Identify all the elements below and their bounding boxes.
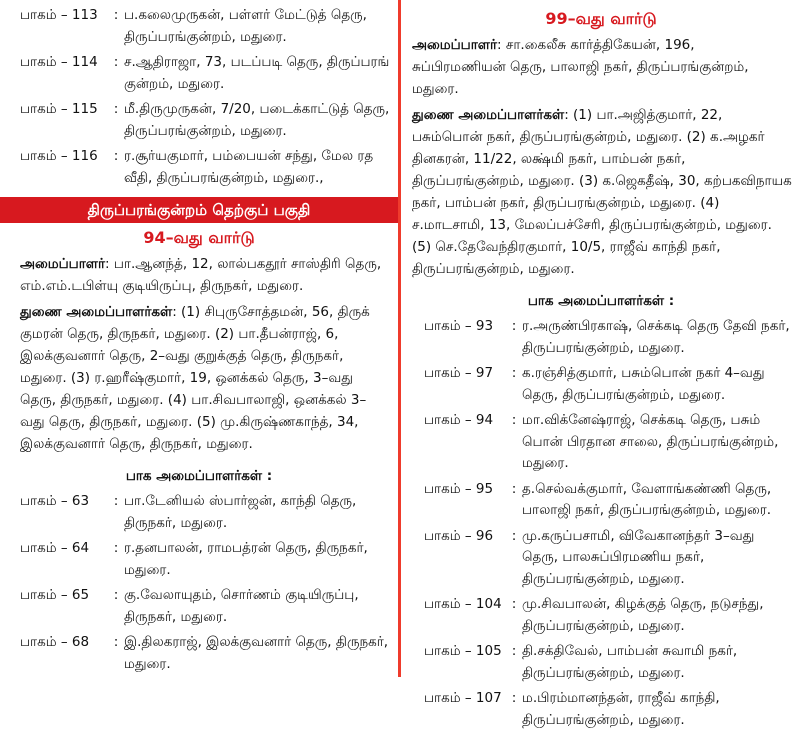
booth-label: பாகம் – 104 — [424, 596, 502, 612]
booth-label: பாகம் – 97 — [424, 365, 494, 381]
ward-title: 99–வது வார்டு — [545, 9, 657, 28]
booth-text: மு.கருப்பசாமி, விவேகானந்தர் 3–வது தெரு, பாலசுப்பிரமணிய நகர், திருப்பரங்குன்றம், மதுரை. — [522, 527, 755, 587]
booth-text: ர.சூர்யகுமார், பம்பையன் சந்து, மேல ரத வீதி, திருப்பரங்குன்றம், மதுரை., — [124, 148, 374, 186]
booth-row: பாகம் – 63 : பா.டேனியல் ஸ்பார்ஜன், காந்தி தெரு, திருநகர், மதுரை. — [0, 491, 398, 534]
section-banner: திருப்பரங்குன்றம் தெற்குப் பகுதி — [0, 197, 398, 223]
booth-row: பாகம் – 105 : தி.சக்திவேல், பாம்பன் சுவாமி நகர், திருப்பரங்குன்றம், மதுரை. — [402, 641, 800, 684]
booth-row: பாகம் – 116 : ர.சூர்யகுமார், பம்பையன் சந்து, மேல ரத வீதி, திருப்பரங்குன்றம், மதுரை., — [0, 146, 398, 189]
booth-label: பாகம் – 94 — [424, 412, 494, 428]
booth-row: பாகம் – 97 : க.ரஞ்சித்குமார், பசும்பொன் நகர் 4–வது தெரு, திருப்பரங்குன்றம், மதுரை. — [402, 363, 800, 406]
organizer-label: அமைப்பாளர் — [412, 37, 498, 53]
booth-row: பாகம் – 64 : ர.தனபாலன், ராமபத்ரன் தெரு, திருநகர், மதுரை. — [0, 538, 398, 581]
booth-label: பாகம் – 65 — [20, 587, 90, 603]
booth-row: பாகம் – 115 : மீ.திருமுருகன், 7/20, படைக்காட்டுத் தெரு, திருப்பரங்குன்றம், மதுரை. — [0, 99, 398, 142]
booth-label: பாகம் – 115 — [20, 101, 98, 117]
booth-label: பாகம் – 95 — [424, 480, 494, 497]
booth-text: மீ.திருமுருகன், 7/20, படைக்காட்டுத் தெரு, திருப்பரங்குன்றம், மதுரை. — [124, 101, 390, 139]
booth-row: பாகம் – 94 : மா.விக்னேஷ்ராஜ், செக்கடி தெரு, பசும் பொன் பிரதான சாலை, திருப்பரங்குன்றம், மதுரை. — [402, 410, 800, 475]
booth-row: பாகம் – 113 : ப.கலைமுருகன், பள்ளர் மேட்டுத் தெரு, திருப்பரங்குன்றம், மதுரை. — [0, 5, 398, 48]
deputy-label: துணை அமைப்பாளர்கள் — [412, 107, 565, 123]
booth-label: பாகம் – 116 — [20, 148, 98, 164]
deputy-text: : (1) சிபுருசோத்தமன், 56, திருக் குமரன் தெரு, திருநகர், மதுரை. (2) பா.தீபன்ராஜ், 6, இலக்குவனார் தெரு, 2–வது குறுக்குத் தெரு, திருநகர், மதுரை. (3) ர.ஹரீஷ்குமார், 19, ஒனக்கல் தெரு, 3–வது தெரு, திருநகர், மதுரை. (4) பா.சிவபாலாஜி, ஒனக்கல் 3–வது தெரு, திருநகர், மதுரை. (5) மு.கிருஷ்ணகாந்த், 34, இலக்குவனார் தெரு, திருநகர், மதுரை. — [20, 304, 370, 452]
booth-text: ப.கலைமுருகன், பள்ளர் மேட்டுத் தெரு, திருப்பரங்குன்றம், மதுரை. — [124, 7, 367, 45]
booth-text: ர.தனபாலன், ராமபத்ரன் தெரு, திருநகர், மதுரை. — [124, 540, 368, 578]
booth-text: மா.விக்னேஷ்ராஜ், செக்கடி தெரு, பசும் பொன் பிரதான சாலை, திருப்பரங்குன்றம், மதுரை. — [522, 412, 779, 471]
booth-row: பாகம் – 65 : கு.வேலாயுதம், சொர்ணம் குடியிருப்பு, திருநகர், மதுரை. — [0, 585, 398, 628]
booth-text: இ.திலகராஜ், இலக்குவனார் தெரு, திருநகர், மதுரை. — [124, 634, 389, 672]
booth-label: பாகம் – 114 — [20, 54, 98, 70]
booth-label: பாகம் – 68 — [20, 634, 90, 650]
booth-label: பாகம் – 93 — [424, 318, 494, 334]
booth-label: பாகம் – 63 — [20, 493, 90, 509]
booth-row: பாகம் – 114 : ச.ஆதிராஜா, 73, படப்படி தெரு, திருப்பரங் குன்றம், மதுரை. — [0, 52, 398, 95]
booth-label: பாகம் – 96 — [424, 527, 494, 544]
booth-heading: பாக அமைப்பாளர்கள் : — [125, 468, 273, 484]
booth-row: பாகம் – 93 : ர.அருண்பிரகாஷ், செக்கடி தெரு தேவி நகர், திருப்பரங்குன்றம், மதுரை. — [402, 316, 800, 359]
booth-text: கு.வேலாயுதம், சொர்ணம் குடியிருப்பு, திருநகர், மதுரை. — [124, 587, 359, 625]
organizer-text: : சா.கைலீசு கார்த்திகேயன், 196, சுப்பிரமணியன் தெரு, பாலாஜி நகர், திருப்பரங்குன்றம், மதுரை. — [412, 37, 749, 97]
organizer-label: அமைப்பாளர் — [20, 256, 106, 272]
booth-text: மு.சிவபாலன், கிழக்குத் தெரு, நடுசந்து, திருப்பரங்குன்றம், மதுரை. — [522, 596, 764, 634]
ward-title: 94–வது வார்டு — [143, 228, 255, 247]
organizer-text: : பா.ஆனந்த், 12, லால்பகதூர் சாஸ்திரி தெரு, எம்.எம்.டபிள்யு குடியிருப்பு, திருநகர், மதுரை. — [20, 256, 382, 294]
deputy-paragraph — [0, 301, 398, 455]
booth-text: ச.ஆதிராஜா, 73, படப்படி தெரு, திருப்பரங் குன்றம், மதுரை. — [124, 54, 390, 92]
column-divider — [398, 0, 401, 677]
booth-text: தி.சக்திவேல், பாம்பன் சுவாமி நகர், திருப்பரங்குன்றம், மதுரை. — [522, 643, 738, 681]
deputy-label: துணை அமைப்பாளர்கள் — [20, 304, 173, 320]
booth-text: ம.பிரம்மானந்தன், ராஜீவ் காந்தி, திருப்பரங்குன்றம், மதுரை. — [522, 690, 720, 728]
booth-heading: பாக அமைப்பாளர்கள் : — [527, 293, 675, 309]
booth-row: பாகம் – 104 : மு.சிவபாலன், கிழக்குத் தெரு, நடுசந்து, திருப்பரங்குன்றம், மதுரை. — [402, 594, 800, 637]
organizer-paragraph — [402, 34, 800, 100]
left-column — [0, 0, 398, 677]
booth-label: பாகம் – 105 — [424, 643, 502, 659]
deputy-text: : (1) பா.அஜித்குமார், 22, பசும்பொன் நகர், திருப்பரங்குன்றம், மதுரை. (2) க.அழகர் தினகரன், 11/22, லக்ஷ்மி நகர், பாம்பன் நகர், திருப்பரங்குன்றம், மதுரை. (3) க.ஜெகதீஷ், 30, கற்பகவிநாயக நகர், பாம்பன் நகர், திருப்பரங்குன்றம், மதுரை. (4) ச.மாடசாமி, 13, மேலப்பச்சேரி, திருப்பரங்குன்றம், மதுரை. (5) செ.தேவேந்திரகுமார், 10/5, ராஜீவ் காந்தி நகர், திருப்பரங்குன்றம், மதுரை. — [412, 107, 792, 277]
booth-text: ர.அருண்பிரகாஷ், செக்கடி தெரு தேவி நகர், திருப்பரங்குன்றம், மதுரை. — [522, 318, 790, 356]
booth-text: பா.டேனியல் ஸ்பார்ஜன், காந்தி தெரு, திருநகர், மதுரை. — [124, 493, 357, 531]
organizer-paragraph — [0, 253, 398, 297]
right-column — [402, 0, 800, 728]
booth-row: பாகம் – 95 : த.செல்வக்குமார், வேளாங்கண்ணி தெரு, பாலாஜி நகர், திருப்பரங்குன்றம், மதுரை. — [402, 479, 800, 522]
booth-row: பாகம் – 96 : மு.கருப்பசாமி, விவேகானந்தர் 3–வது தெரு, பாலசுப்பிரமணிய நகர், திருப்பரங்குன்றம், மதுரை. — [402, 526, 800, 591]
booth-row: பாகம் – 68 : இ.திலகராஜ், இலக்குவனார் தெரு, திருநகர், மதுரை. — [0, 632, 398, 675]
booth-text: த.செல்வக்குமார், வேளாங்கண்ணி தெரு, பாலாஜி நகர், திருப்பரங்குன்றம், மதுரை. — [522, 480, 772, 518]
booth-list — [402, 316, 800, 731]
booth-label: பாகம் – 107 — [424, 690, 502, 706]
deputy-paragraph — [402, 104, 800, 280]
booth-text: க.ரஞ்சித்குமார், பசும்பொன் நகர் 4–வது தெரு, திருப்பரங்குன்றம், மதுரை. — [522, 365, 765, 403]
booth-row: பாகம் – 107 : ம.பிரம்மானந்தன், ராஜீவ் காந்தி, திருப்பரங்குன்றம், மதுரை. — [402, 688, 800, 731]
booth-label: பாகம் – 113 — [20, 7, 98, 23]
booth-label: பாகம் – 64 — [20, 540, 90, 556]
